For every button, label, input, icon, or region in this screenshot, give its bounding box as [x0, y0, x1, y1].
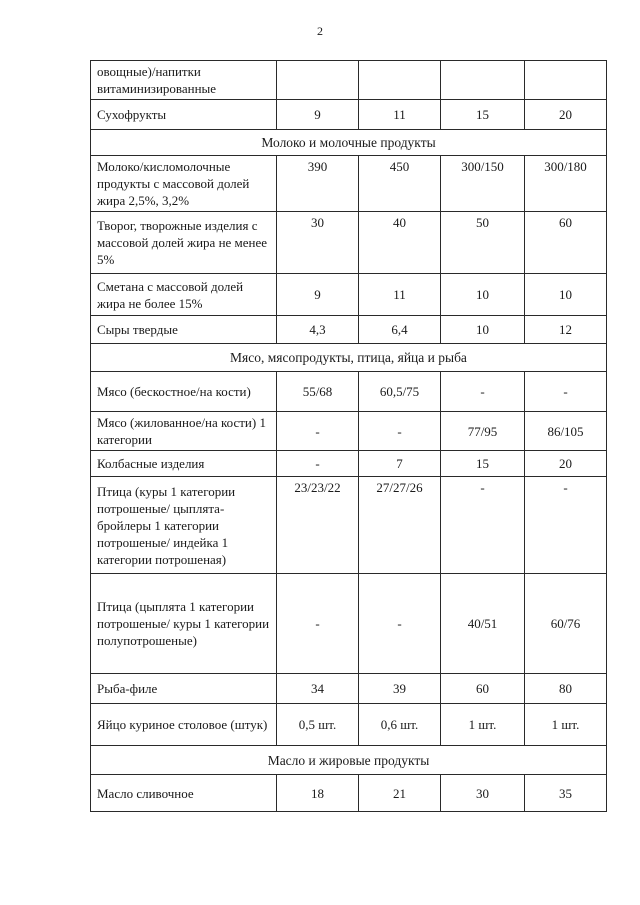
table-row — [91, 674, 607, 704]
norms-table — [90, 60, 607, 812]
value-cell: 0,6 шт. — [359, 704, 441, 746]
value-cell: - — [525, 372, 607, 412]
section-row — [91, 130, 607, 156]
product-name: Рыба-филе — [91, 674, 277, 704]
value-cell: 27/27/26 — [359, 477, 441, 574]
section-title: Молоко и молочные продукты — [91, 130, 607, 156]
value-cell: 40 — [359, 212, 441, 274]
product-name: Сухофрукты — [91, 100, 277, 130]
product-name: Птица (цыплята 1 категории потрошеные/ куры 1 категории полупотрошеные) — [91, 574, 277, 674]
value-cell: 55/68 — [277, 372, 359, 412]
product-name: Мясо (жилованное/на кости) 1 категории — [91, 412, 277, 451]
value-cell: 15 — [441, 451, 525, 477]
table-row — [91, 100, 607, 130]
section-row — [91, 746, 607, 775]
value-cell: 7 — [359, 451, 441, 477]
section-row — [91, 344, 607, 372]
value-cell: 10 — [441, 274, 525, 316]
value-cell: - — [277, 574, 359, 674]
value-cell — [441, 61, 525, 100]
product-name: Творог, творожные изделия с массовой долей жира не менее 5% — [91, 212, 277, 274]
table-row — [91, 61, 607, 100]
value-cell: 4,3 — [277, 316, 359, 344]
value-cell: 1 шт. — [441, 704, 525, 746]
value-cell: 9 — [277, 274, 359, 316]
section-title: Мясо, мясопродукты, птица, яйца и рыба — [91, 344, 607, 372]
product-name: Птица (куры 1 категории потрошеные/ цыплята-бройлеры 1 категории потрошеные/ индейка 1 категории потрошеная) — [91, 477, 277, 574]
value-cell: 15 — [441, 100, 525, 130]
value-cell: 6,4 — [359, 316, 441, 344]
value-cell: 300/150 — [441, 156, 525, 212]
product-name: Яйцо куриное столовое (штук) — [91, 704, 277, 746]
norms-table-body — [91, 61, 607, 812]
value-cell: 23/23/22 — [277, 477, 359, 574]
product-name: Колбасные изделия — [91, 451, 277, 477]
value-cell: 1 шт. — [525, 704, 607, 746]
value-cell: - — [441, 477, 525, 574]
product-name: Мясо (бескостное/на кости) — [91, 372, 277, 412]
table-row — [91, 704, 607, 746]
value-cell: 21 — [359, 775, 441, 812]
value-cell: 11 — [359, 100, 441, 130]
value-cell: 12 — [525, 316, 607, 344]
value-cell: 20 — [525, 451, 607, 477]
value-cell: 10 — [525, 274, 607, 316]
table-row — [91, 156, 607, 212]
value-cell: 0,5 шт. — [277, 704, 359, 746]
table-row — [91, 477, 607, 574]
value-cell: - — [359, 412, 441, 451]
value-cell: 300/180 — [525, 156, 607, 212]
value-cell: 60 — [441, 674, 525, 704]
value-cell: 30 — [441, 775, 525, 812]
value-cell: 20 — [525, 100, 607, 130]
table-row — [91, 316, 607, 344]
value-cell: 11 — [359, 274, 441, 316]
value-cell — [277, 61, 359, 100]
value-cell: 10 — [441, 316, 525, 344]
table-row — [91, 212, 607, 274]
product-name: Масло сливочное — [91, 775, 277, 812]
value-cell: - — [277, 412, 359, 451]
value-cell: 77/95 — [441, 412, 525, 451]
value-cell: - — [525, 477, 607, 574]
value-cell — [359, 61, 441, 100]
value-cell: 18 — [277, 775, 359, 812]
table-row — [91, 775, 607, 812]
value-cell: - — [359, 574, 441, 674]
section-title: Масло и жировые продукты — [91, 746, 607, 775]
value-cell: 80 — [525, 674, 607, 704]
value-cell: - — [441, 372, 525, 412]
value-cell: 34 — [277, 674, 359, 704]
page-number: 2 — [317, 24, 323, 38]
value-cell: 50 — [441, 212, 525, 274]
value-cell: 390 — [277, 156, 359, 212]
table-row — [91, 372, 607, 412]
value-cell: - — [277, 451, 359, 477]
value-cell: 60 — [525, 212, 607, 274]
value-cell: 9 — [277, 100, 359, 130]
value-cell — [525, 61, 607, 100]
product-name: овощные)/напитки витаминизированные — [91, 61, 277, 100]
value-cell: 60,5/75 — [359, 372, 441, 412]
value-cell: 86/105 — [525, 412, 607, 451]
table-row — [91, 412, 607, 451]
table-row — [91, 451, 607, 477]
table-row — [91, 574, 607, 674]
value-cell: 30 — [277, 212, 359, 274]
table-row — [91, 274, 607, 316]
product-name: Сметана с массовой долей жира не более 15% — [91, 274, 277, 316]
value-cell: 35 — [525, 775, 607, 812]
value-cell: 40/51 — [441, 574, 525, 674]
product-name: Сыры твердые — [91, 316, 277, 344]
value-cell: 60/76 — [525, 574, 607, 674]
value-cell: 450 — [359, 156, 441, 212]
value-cell: 39 — [359, 674, 441, 704]
product-name: Молоко/кисломолочные продукты с массовой долей жира 2,5%, 3,2% — [91, 156, 277, 212]
